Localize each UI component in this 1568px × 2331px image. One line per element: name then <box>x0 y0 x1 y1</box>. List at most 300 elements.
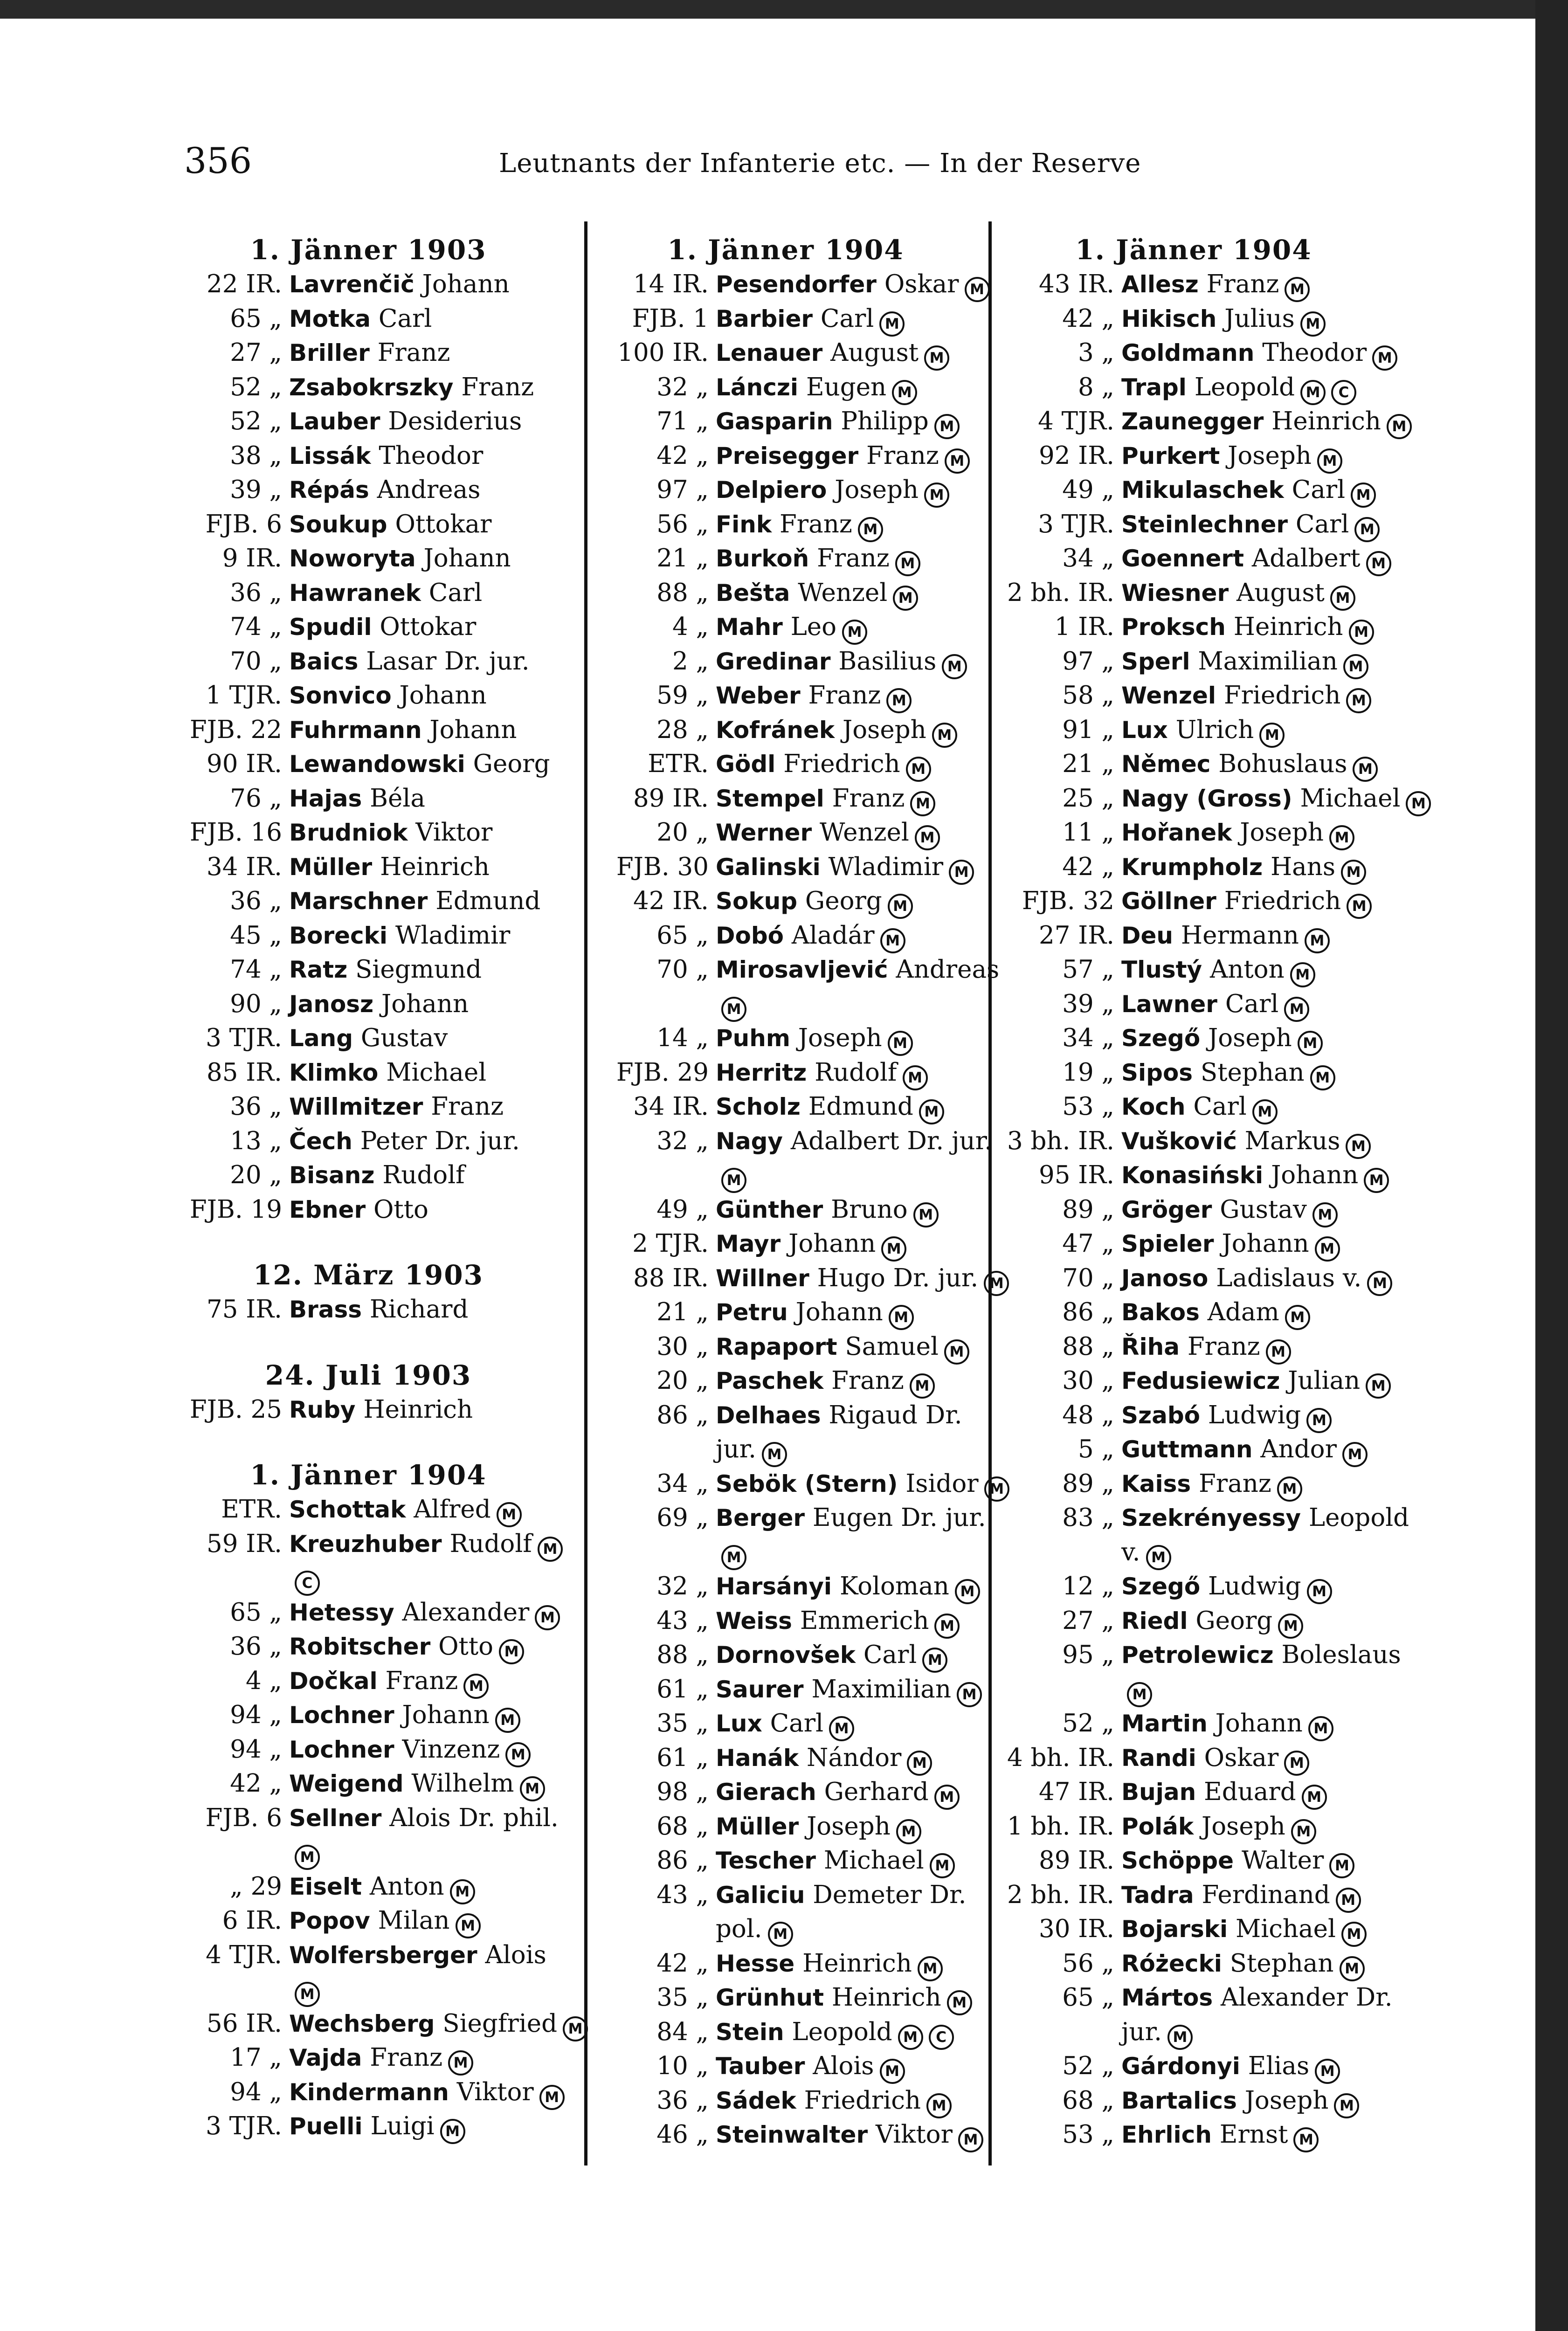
circled-c-mark-icon: C <box>295 1571 320 1596</box>
entry-row <box>163 1595 573 1630</box>
unit-label: 95 IR. <box>1039 1161 1114 1189</box>
entry-row <box>995 1878 1392 1912</box>
surname: Kaiss <box>1121 1470 1191 1497</box>
given-name: Koloman <box>839 1572 949 1600</box>
unit-label: 52 „ <box>1062 2052 1114 2080</box>
unit-label: 2 TJR. <box>632 1229 709 1258</box>
continuation-text: jur. <box>716 1435 756 1463</box>
unit-label: 95 „ <box>1062 1641 1114 1669</box>
unit-label: 20 „ <box>230 1161 282 1189</box>
given-name: Aladár <box>791 921 875 950</box>
entry-row <box>590 1227 981 1261</box>
circled-m-mark-icon: M <box>888 1031 913 1056</box>
given-name: Heinrich <box>802 1949 912 1978</box>
surname: Galinski <box>716 853 821 881</box>
surname: Scholz <box>716 1093 801 1120</box>
entry-row <box>995 1638 1401 1672</box>
unit-label: 88 IR. <box>633 1263 709 1292</box>
surname: Tlustý <box>1121 956 1202 983</box>
page-number: 356 <box>184 140 252 181</box>
entry-name <box>716 404 981 439</box>
entry-name <box>289 1393 573 1428</box>
surname: Tadra <box>1121 1881 1194 1909</box>
unit-label: FJB. 6 <box>205 510 282 538</box>
surname: Lux <box>1121 716 1168 744</box>
given-name: Julius <box>1224 304 1295 333</box>
entry-name <box>1121 1261 1392 1296</box>
surname: Řiha <box>1121 1333 1180 1360</box>
given-name: Demeter Dr. <box>813 1880 967 1909</box>
entry-row <box>995 987 1392 1021</box>
circled-m-mark-icon: M <box>888 894 913 919</box>
circled-m-mark-icon: M <box>957 1682 982 1707</box>
entry-row <box>995 1055 1392 1090</box>
surname: Galiciu <box>716 1881 805 1909</box>
given-name: Carl <box>820 304 874 333</box>
unit-label: 52 „ <box>230 372 282 401</box>
entry-row <box>163 678 573 713</box>
entry-name <box>289 473 573 508</box>
unit-label: 4 TJR. <box>206 1940 282 1969</box>
surname: Trapl <box>1121 373 1187 401</box>
unit-label: 34 „ <box>1062 1024 1114 1052</box>
surname: Szabó <box>1121 1401 1200 1429</box>
given-name: Vinzenz <box>402 1735 500 1764</box>
given-name: Lasar Dr. jur. <box>366 647 530 676</box>
unit-label: FJB. 16 <box>189 818 282 847</box>
unit-label: 38 „ <box>230 441 282 470</box>
surname: Allesz <box>1121 271 1199 298</box>
given-name: Hugo Dr. jur. <box>817 1263 979 1292</box>
entry-row <box>995 336 1392 370</box>
given-name: Ludwig <box>1208 1400 1301 1429</box>
entry-name <box>289 644 573 679</box>
entry-name <box>716 1946 981 1981</box>
entry-name <box>716 610 981 645</box>
given-name: Gustav <box>1220 1195 1307 1224</box>
circled-m-mark-icon: M <box>906 757 931 782</box>
surname: Günther <box>716 1196 823 1223</box>
surname: Goldmann <box>1121 339 1255 366</box>
surname: Hesse <box>716 1950 795 1977</box>
unit-label: 53 „ <box>1062 2120 1114 2149</box>
surname: Saurer <box>716 1676 804 1703</box>
given-name: Johann <box>429 715 517 744</box>
circled-m-mark-icon: M <box>1277 1476 1302 1502</box>
unit-label: 32 „ <box>656 372 709 401</box>
given-name: Wenzel <box>798 578 888 607</box>
entry-name <box>716 644 981 679</box>
unit-label: FJB. 25 <box>189 1395 282 1424</box>
entry-row <box>163 2075 573 2110</box>
section-heading: 1. Jänner 1904 <box>250 1459 487 1491</box>
entry-row <box>590 267 984 302</box>
entry-name <box>289 336 573 371</box>
surname: Steinlechner <box>1121 510 1288 538</box>
surname: Hetessy <box>289 1599 394 1626</box>
surname: Brass <box>289 1296 362 1323</box>
entry-name <box>716 576 981 611</box>
entry-row <box>590 747 981 781</box>
entry-name <box>1121 2117 1392 2152</box>
unit-label: 90 IR. <box>207 750 282 778</box>
entry-name <box>289 850 573 885</box>
circled-m-mark-icon: M <box>903 1065 928 1090</box>
entry-row <box>590 1672 981 1707</box>
entry-row <box>995 2083 1392 2118</box>
unit-label: 94 „ <box>230 1735 282 1764</box>
given-name: Ferdinand <box>1202 1880 1330 1909</box>
surname: Bujan <box>1121 1779 1196 1806</box>
entry-name <box>289 2041 573 2076</box>
circled-m-mark-icon: M <box>1312 1202 1338 1228</box>
entry-name <box>289 1698 573 1733</box>
section-heading: 12. März 1903 <box>253 1259 484 1291</box>
entry-name <box>289 1664 573 1699</box>
unit-label: 86 „ <box>656 1400 709 1429</box>
entry-row <box>163 439 573 473</box>
unit-label: 32 „ <box>656 1126 709 1155</box>
given-name: Joseph <box>798 1024 882 1052</box>
surname: Delpiero <box>716 476 827 503</box>
surname: Gröger <box>1121 1196 1212 1223</box>
given-name: Joseph <box>807 1812 891 1841</box>
continuation-text: jur. <box>1121 2017 1162 2046</box>
entry-row <box>590 1775 981 1809</box>
entry-name <box>1121 1330 1392 1365</box>
given-name: Joseph <box>1202 1812 1285 1841</box>
unit-label: 42 „ <box>656 1949 709 1978</box>
circled-m-mark-icon: M <box>965 277 990 302</box>
given-name: Theodor <box>379 441 484 470</box>
entry-row <box>163 1090 573 1124</box>
entry-row <box>995 1843 1392 1878</box>
unit-label: 34 „ <box>1062 544 1114 572</box>
surname: Rapaport <box>716 1333 837 1360</box>
unit-label: 2 bh. IR. <box>1007 578 1114 607</box>
entry-row <box>163 987 573 1021</box>
surname: Briller <box>289 339 370 366</box>
unit-label: 57 „ <box>1062 955 1114 984</box>
circled-m-mark-icon: M <box>910 1373 935 1399</box>
entry-row <box>163 713 573 747</box>
unit-label: 89 „ <box>1062 1195 1114 1224</box>
surname: Fuhrmann <box>289 716 422 744</box>
given-name: Adam <box>1207 1298 1279 1326</box>
given-name: Anton <box>369 1872 444 1901</box>
given-name: Eugen Dr. jur. <box>812 1503 986 1532</box>
section-spacer <box>163 1227 573 1258</box>
entry-name <box>716 473 981 508</box>
surname: Deu <box>1121 922 1174 949</box>
surname: Gárdonyi <box>1121 2053 1240 2080</box>
surname: Lavrenčič <box>289 271 414 298</box>
unit-label: 89 IR. <box>633 784 709 813</box>
unit-label: 86 „ <box>656 1846 709 1875</box>
entry-name <box>1121 1295 1392 1330</box>
entry-row <box>590 1467 1004 1501</box>
unit-label: 12 „ <box>1062 1572 1114 1600</box>
surname: Szekrényessy <box>1121 1504 1301 1531</box>
given-name: Leopold <box>1308 1503 1409 1532</box>
unit-label: 3 TJR. <box>206 2112 282 2140</box>
entry-row <box>590 2117 981 2152</box>
surname: Szegő <box>1121 1573 1201 1600</box>
surname: Sipos <box>1121 1059 1193 1086</box>
unit-label: 22 IR. <box>207 270 282 298</box>
surname: Lochner <box>289 1736 394 1763</box>
entry-row <box>163 644 573 679</box>
given-name: Friedrich <box>1223 681 1341 710</box>
surname: Gödl <box>716 751 776 778</box>
entry-row <box>163 302 573 336</box>
unit-label: 89 IR. <box>1039 1846 1114 1875</box>
circled-m-mark-icon: M <box>1290 962 1315 987</box>
unit-label: 74 „ <box>230 613 282 641</box>
circled-m-mark-icon: M <box>295 1845 320 1870</box>
entry-row <box>590 1193 981 1227</box>
given-name: Basilius <box>838 647 937 676</box>
entry-name <box>716 850 981 885</box>
entry-continuation <box>590 1432 981 1467</box>
entry-row <box>590 302 981 336</box>
given-name: Franz <box>866 441 939 470</box>
unit-label: 27 „ <box>230 338 282 367</box>
surname: Klimko <box>289 1059 379 1086</box>
circled-m-mark-icon: M <box>762 1442 787 1467</box>
surname: Spieler <box>1121 1230 1214 1257</box>
given-name: Franz <box>377 338 450 367</box>
entry-name <box>289 610 573 645</box>
circled-m-mark-icon: M <box>1305 928 1330 953</box>
surname: Sokup <box>716 888 797 915</box>
unit-label: 90 „ <box>230 989 282 1018</box>
given-name: Franz <box>808 681 881 710</box>
surname: Purkert <box>1121 442 1220 469</box>
given-name: Alois <box>813 2052 874 2080</box>
unit-label: 68 „ <box>1062 2086 1114 2115</box>
entry-row <box>590 1364 981 1398</box>
given-name: Markus <box>1244 1126 1340 1155</box>
surname: Bisanz <box>289 1162 375 1189</box>
entry-row <box>163 850 573 884</box>
unit-label: 30 IR. <box>1039 1915 1114 1943</box>
unit-label: 9 IR. <box>222 544 282 572</box>
entry-row <box>590 713 981 747</box>
given-name: Johann <box>423 544 511 572</box>
unit-label: 45 „ <box>230 921 282 950</box>
entry-row <box>163 1492 573 1527</box>
unit-label: FJB. 19 <box>189 1195 282 1224</box>
entry-row <box>590 2015 981 2049</box>
surname: Gierach <box>716 1779 816 1806</box>
entry-name <box>1121 1843 1392 1878</box>
entry-row <box>163 1938 573 1972</box>
circled-m-mark-icon: M <box>922 1648 947 1673</box>
unit-label: 49 „ <box>1062 476 1114 504</box>
surname: Janosz <box>289 990 374 1018</box>
unit-label: 68 „ <box>656 1812 709 1841</box>
entry-row <box>163 2007 583 2041</box>
entry-row <box>995 1604 1392 1638</box>
entry-name <box>289 918 573 953</box>
given-name: Alois Dr. phil. <box>389 1803 559 1832</box>
unit-label: FJB. 29 <box>616 1058 709 1087</box>
surname: Lewandowski <box>289 751 465 778</box>
circled-m-mark-icon: M <box>942 654 967 679</box>
entry-row <box>590 850 981 884</box>
entry-name <box>1121 1638 1401 1673</box>
circled-m-mark-icon: M <box>1366 551 1391 576</box>
entry-row <box>995 1569 1392 1604</box>
circled-m-mark-icon: M <box>880 928 905 953</box>
circled-m-mark-icon: M <box>984 1476 1009 1502</box>
given-name: Franz <box>461 372 534 401</box>
entry-row <box>163 1869 573 1904</box>
entry-name <box>716 1021 981 1056</box>
entry-name <box>1121 1569 1392 1604</box>
entry-row <box>163 370 573 405</box>
circled-m-mark-icon: M <box>1266 1339 1291 1365</box>
given-name: Alfred <box>414 1495 491 1524</box>
given-name: Friedrich <box>804 2086 921 2115</box>
unit-label: 43 „ <box>656 1880 709 1909</box>
surname: Wechsberg <box>289 2010 435 2037</box>
entry-name <box>1121 1227 1392 1262</box>
entry-row <box>995 952 1392 987</box>
unit-label: 70 „ <box>230 647 282 676</box>
entry-name <box>1121 610 1392 645</box>
given-name: Maximilian <box>811 1675 951 1703</box>
circled-m-mark-icon: M <box>1285 277 1310 302</box>
entry-name <box>716 1295 981 1330</box>
section-spacer <box>163 1427 573 1458</box>
surname: Lawner <box>1121 990 1217 1018</box>
entry-row <box>163 336 573 370</box>
entry-name <box>289 404 573 439</box>
given-name: Wilhelm <box>411 1769 514 1798</box>
entry-name <box>289 439 573 474</box>
entry-row <box>995 1432 1392 1467</box>
circled-m-mark-icon: M <box>463 1674 489 1699</box>
given-name: Franz <box>385 1666 458 1695</box>
circled-m-mark-icon: M <box>1298 1031 1323 1056</box>
circled-m-mark-icon: M <box>924 345 949 371</box>
given-name: Rigaud Dr. <box>829 1400 962 1429</box>
unit-label: 2 „ <box>672 647 709 676</box>
circled-m-mark-icon: M <box>456 1913 481 1938</box>
circled-c-mark-icon: C <box>1331 380 1356 405</box>
unit-label: 48 „ <box>1062 1400 1114 1429</box>
entry-row <box>995 1364 1392 1398</box>
surname: Vajda <box>289 2044 362 2071</box>
entry-name <box>289 1629 573 1664</box>
entry-row <box>995 1021 1392 1055</box>
surname: Müller <box>716 1813 799 1840</box>
unit-label: 59 IR. <box>207 1529 282 1558</box>
entry-name <box>716 918 981 953</box>
surname: Mahr <box>716 614 783 641</box>
given-name: Ernst <box>1219 2120 1288 2149</box>
unit-label: 65 „ <box>230 1598 282 1627</box>
circled-m-mark-icon: M <box>1259 723 1285 748</box>
entry-row <box>995 1809 1392 1844</box>
surname: Herritz <box>716 1059 807 1086</box>
entry-row <box>995 1193 1392 1227</box>
entry-name <box>1121 884 1392 919</box>
entry-row <box>995 815 1392 850</box>
entry-continuation <box>590 1535 981 1570</box>
surname: Lenauer <box>716 339 823 366</box>
given-name: Richard <box>369 1295 469 1324</box>
entry-name <box>716 1980 981 2015</box>
entry-row <box>995 507 1392 542</box>
unit-label: 88 „ <box>656 1641 709 1669</box>
circled-m-mark-icon: M <box>520 1776 545 1801</box>
entry-row <box>590 541 981 576</box>
entry-row <box>995 1090 1392 1124</box>
given-name: Gerhard <box>824 1778 929 1806</box>
circled-m-mark-icon: M <box>535 1605 560 1630</box>
entry-name <box>1121 850 1392 885</box>
given-name: Leopold <box>1194 372 1295 401</box>
circled-m-mark-icon: M <box>497 1502 522 1527</box>
surname: Harsányi <box>716 1573 832 1600</box>
entry-row <box>995 884 1392 918</box>
entry-row <box>995 850 1392 884</box>
given-name: Franz <box>832 784 905 813</box>
given-name: Boleslaus <box>1281 1641 1401 1669</box>
circled-m-mark-icon: M <box>1308 1716 1333 1741</box>
unit-label: 39 „ <box>1062 989 1114 1018</box>
circled-m-mark-icon: M <box>1310 1065 1335 1090</box>
given-name: Rudolf <box>449 1529 532 1558</box>
entry-row <box>163 1732 573 1767</box>
entry-name <box>716 815 981 850</box>
entry-name <box>1121 747 1392 782</box>
given-name: Stephan <box>1200 1058 1305 1087</box>
unit-label: ETR. <box>221 1495 282 1524</box>
entry-row <box>995 2117 1392 2152</box>
surname: Hanák <box>716 1744 799 1772</box>
entry-name <box>289 1595 573 1630</box>
entry-name <box>289 1801 573 1836</box>
surname: Willmitzer <box>289 1093 423 1120</box>
given-name: Johann <box>422 270 510 298</box>
entry-name <box>716 1227 981 1262</box>
given-name: Alexander Dr. <box>1221 1983 1393 2012</box>
entry-row <box>163 815 573 850</box>
given-name: Heinrich <box>831 1983 941 2012</box>
unit-label: 3 TJR. <box>206 1024 282 1052</box>
entry-row <box>163 1629 573 1664</box>
entry-row <box>590 1330 981 1364</box>
given-name: Bohuslaus <box>1218 750 1347 778</box>
unit-label: 28 „ <box>656 715 709 744</box>
entry-name <box>716 1775 981 1810</box>
unit-label: FJB. 1 <box>632 304 709 333</box>
unit-label: 58 „ <box>1062 681 1114 710</box>
entry-name <box>289 884 573 919</box>
given-name: Maximilian <box>1198 647 1338 676</box>
surname: Berger <box>716 1504 805 1531</box>
unit-label: 97 „ <box>656 476 709 504</box>
circled-m-mark-icon: M <box>1342 1442 1368 1467</box>
unit-label: 17 „ <box>230 2043 282 2072</box>
unit-label: FJB. 30 <box>616 852 709 881</box>
entry-name <box>289 815 573 850</box>
entry-row <box>995 1741 1392 1775</box>
